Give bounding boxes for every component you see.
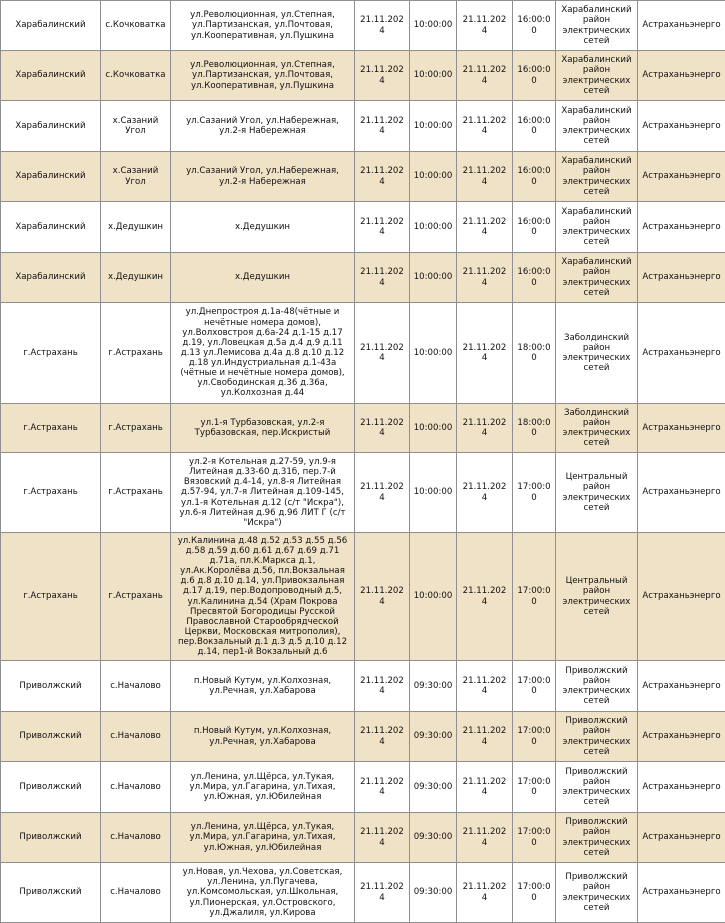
locality-cell: г.Астрахань	[101, 453, 171, 533]
district-cell: Харабалинский	[1, 253, 101, 303]
company-cell: Астраханьэнерго	[638, 253, 725, 303]
streets-cell: ул.Днепростроя д.1а-48(чётные и нечётные номера домов), ул.Волховстроя д.6а-24 д.1-15 д.17 д.19, ул.Ловецкая д.5а д.4 д.9 д.11 д.13 ул.Лемисова д.4а д.8 д.10 д.12 д.18 ул.Индустриальная д.1-43а (чётные и нечётные номера домов), ул.Свободинская д.36 д.36а, ул.Колхозная д.44	[171, 303, 355, 404]
locality-cell: с.Началово	[101, 813, 171, 863]
streets-cell: п.Новый Кутум, ул.Колхозная, ул.Речная, ул.Хабарова	[171, 712, 355, 762]
table-row	[1, 762, 725, 813]
locality-cell: х.Сазаний Угол	[101, 152, 171, 202]
table-row	[1, 101, 725, 152]
end-time-cell: 17:00:00	[513, 533, 556, 661]
streets-cell: ул.Новая, ул.Чехова, ул.Советская, ул.Ленина, ул.Пугачева, ул.Комсомольская, ул.Школьная, ул.Пионерская, ул.Островского, ул.Джалиля, ул.Кирова	[171, 863, 355, 923]
start-time-cell: 10:00:00	[410, 51, 457, 101]
table-row	[1, 152, 725, 202]
streets-cell: ул.Ленина, ул.Щёрса, ул.Тукая, ул.Мира, ул.Гагарина, ул.Тихая, ул.Южная, ул.Юбилейная	[171, 762, 355, 813]
start-date-cell: 21.11.2024	[355, 712, 410, 762]
district-cell: г.Астрахань	[1, 453, 101, 533]
end-date-cell: 21.11.2024	[457, 202, 513, 253]
district-cell: Приволжский	[1, 661, 101, 712]
end-date-cell: 21.11.2024	[457, 661, 513, 712]
company-cell: Астраханьэнерго	[638, 303, 725, 404]
end-time-cell: 16:00:00	[513, 152, 556, 202]
locality-cell: г.Астрахань	[101, 303, 171, 404]
start-time-cell: 10:00:00	[410, 253, 457, 303]
end-date-cell: 21.11.2024	[457, 533, 513, 661]
streets-cell: х.Дедушкин	[171, 253, 355, 303]
network-district-cell: Приволжский район электрических сетей	[556, 712, 638, 762]
locality-cell: с.Кочковатка	[101, 1, 171, 51]
start-time-cell: 10:00:00	[410, 453, 457, 533]
table-row	[1, 863, 725, 923]
start-time-cell: 10:00:00	[410, 1, 457, 51]
table-row	[1, 1, 725, 51]
streets-cell: ул.Ленина, ул.Щёрса, ул.Тукая, ул.Мира, ул.Гагарина, ул.Тихая, ул.Южная, ул.Юбилейная	[171, 813, 355, 863]
end-time-cell: 16:00:00	[513, 1, 556, 51]
network-district-cell: Харабалинский район электрических сетей	[556, 51, 638, 101]
start-date-cell: 21.11.2024	[355, 202, 410, 253]
end-date-cell: 21.11.2024	[457, 762, 513, 813]
start-date-cell: 21.11.2024	[355, 661, 410, 712]
end-date-cell: 21.11.2024	[457, 712, 513, 762]
company-cell: Астраханьэнерго	[638, 51, 725, 101]
district-cell: Харабалинский	[1, 1, 101, 51]
end-date-cell: 21.11.2024	[457, 101, 513, 152]
end-time-cell: 17:00:00	[513, 453, 556, 533]
end-time-cell: 18:00:00	[513, 404, 556, 453]
network-district-cell: Харабалинский район электрических сетей	[556, 1, 638, 51]
company-cell: Астраханьэнерго	[638, 762, 725, 813]
table-row	[1, 661, 725, 712]
locality-cell: с.Началово	[101, 863, 171, 923]
start-date-cell: 21.11.2024	[355, 1, 410, 51]
company-cell: Астраханьэнерго	[638, 661, 725, 712]
locality-cell: с.Кочковатка	[101, 51, 171, 101]
network-district-cell: Заболдинский район электрических сетей	[556, 303, 638, 404]
end-date-cell: 21.11.2024	[457, 453, 513, 533]
network-district-cell: Харабалинский район электрических сетей	[556, 152, 638, 202]
company-cell: Астраханьэнерго	[638, 533, 725, 661]
end-date-cell: 21.11.2024	[457, 152, 513, 202]
district-cell: Харабалинский	[1, 101, 101, 152]
end-time-cell: 17:00:00	[513, 661, 556, 712]
streets-cell: ул.1-я Турбазовская, ул.2-я Турбазовская, пер.Искристый	[171, 404, 355, 453]
locality-cell: с.Началово	[101, 762, 171, 813]
district-cell: Харабалинский	[1, 51, 101, 101]
table-row	[1, 202, 725, 253]
end-date-cell: 21.11.2024	[457, 51, 513, 101]
table-row	[1, 813, 725, 863]
company-cell: Астраханьэнерго	[638, 863, 725, 923]
end-time-cell: 16:00:00	[513, 51, 556, 101]
district-cell: г.Астрахань	[1, 533, 101, 661]
start-date-cell: 21.11.2024	[355, 533, 410, 661]
end-time-cell: 16:00:00	[513, 253, 556, 303]
start-date-cell: 21.11.2024	[355, 863, 410, 923]
start-date-cell: 21.11.2024	[355, 404, 410, 453]
start-date-cell: 21.11.2024	[355, 253, 410, 303]
start-time-cell: 09:30:00	[410, 661, 457, 712]
end-time-cell: 16:00:00	[513, 202, 556, 253]
network-district-cell: Заболдинский район электрических сетей	[556, 404, 638, 453]
end-date-cell: 21.11.2024	[457, 303, 513, 404]
company-cell: Астраханьэнерго	[638, 1, 725, 51]
streets-cell: ул.Калинина д.48 д.52 д.53 д.55 д.56 д.58 д.59 д.60 д.61 д.67 д.69 д.71 д.71а, пл.К.Маркса д.1, ул.Ак.Королёва д.56, пл.Вокзальная д.6 д.8 д.10 д.14, ул.Привокзальная д.17 д.19, пер.Водопроводный д.5, ул.Калинина д.54 (Храм Покрова Пресвятой Богородицы Русской Православной Старообрядческой Церкви, Московская митрополия), пер.Вокзальный д.1 д.3 д.5 д.10 д.12 д.14, пер1-й Вокзальный д.6	[171, 533, 355, 661]
end-time-cell: 17:00:00	[513, 712, 556, 762]
locality-cell: х.Дедушкин	[101, 202, 171, 253]
table-row	[1, 453, 725, 533]
table-row	[1, 253, 725, 303]
start-time-cell: 10:00:00	[410, 202, 457, 253]
network-district-cell: Харабалинский район электрических сетей	[556, 253, 638, 303]
table-row	[1, 404, 725, 453]
start-date-cell: 21.11.2024	[355, 303, 410, 404]
locality-cell: с.Началово	[101, 712, 171, 762]
end-time-cell: 17:00:00	[513, 863, 556, 923]
streets-cell: ул.Сазаний Угол, ул.Набережная, ул.2-я Набережная	[171, 101, 355, 152]
start-time-cell: 09:30:00	[410, 863, 457, 923]
start-time-cell: 10:00:00	[410, 533, 457, 661]
company-cell: Астраханьэнерго	[638, 453, 725, 533]
company-cell: Астраханьэнерго	[638, 712, 725, 762]
network-district-cell: Харабалинский район электрических сетей	[556, 101, 638, 152]
start-time-cell: 10:00:00	[410, 152, 457, 202]
table-row	[1, 303, 725, 404]
locality-cell: г.Астрахань	[101, 533, 171, 661]
start-time-cell: 09:30:00	[410, 712, 457, 762]
company-cell: Астраханьэнерго	[638, 813, 725, 863]
end-date-cell: 21.11.2024	[457, 253, 513, 303]
streets-cell: ул.Революционная, ул.Степная, ул.Партизанская, ул.Почтовая, ул.Кооперативная, ул.Пушкина	[171, 1, 355, 51]
company-cell: Астраханьэнерго	[638, 152, 725, 202]
end-date-cell: 21.11.2024	[457, 813, 513, 863]
district-cell: г.Астрахань	[1, 404, 101, 453]
end-date-cell: 21.11.2024	[457, 1, 513, 51]
network-district-cell: Приволжский район электрических сетей	[556, 762, 638, 813]
district-cell: Приволжский	[1, 712, 101, 762]
streets-cell: х.Дедушкин	[171, 202, 355, 253]
end-date-cell: 21.11.2024	[457, 863, 513, 923]
end-time-cell: 17:00:00	[513, 813, 556, 863]
locality-cell: с.Началово	[101, 661, 171, 712]
end-date-cell: 21.11.2024	[457, 404, 513, 453]
company-cell: Астраханьэнерго	[638, 202, 725, 253]
start-time-cell: 09:30:00	[410, 762, 457, 813]
network-district-cell: Приволжский район электрических сетей	[556, 661, 638, 712]
streets-cell: ул.Сазаний Угол, ул.Набережная, ул.2-я Набережная	[171, 152, 355, 202]
district-cell: Приволжский	[1, 863, 101, 923]
end-time-cell: 17:00:00	[513, 762, 556, 813]
streets-cell: ул.Революционная, ул.Степная, ул.Партизанская, ул.Почтовая, ул.Кооперативная, ул.Пушкина	[171, 51, 355, 101]
locality-cell: х.Дедушкин	[101, 253, 171, 303]
streets-cell: ул.2-я Котельная д.27-59, ул.9-я Литейная д.33-60 д.31б, пер.7-й Вязовский д.4-14, ул.8-я Литейная д.57-94, ул.7-я Литейная д.109-145, ул.1-я Котельная д.12 (с/т "Искра"), ул.6-я Литейная д.96 д.96 ЛИТ Г (с/т "Искра")	[171, 453, 355, 533]
district-cell: Приволжский	[1, 813, 101, 863]
district-cell: г.Астрахань	[1, 303, 101, 404]
table-row	[1, 712, 725, 762]
district-cell: Харабалинский	[1, 152, 101, 202]
end-time-cell: 18:00:00	[513, 303, 556, 404]
network-district-cell: Харабалинский район электрических сетей	[556, 202, 638, 253]
start-date-cell: 21.11.2024	[355, 101, 410, 152]
network-district-cell: Центральный район электрических сетей	[556, 453, 638, 533]
locality-cell: х.Сазаний Угол	[101, 101, 171, 152]
start-time-cell: 10:00:00	[410, 404, 457, 453]
start-date-cell: 21.11.2024	[355, 813, 410, 863]
start-date-cell: 21.11.2024	[355, 453, 410, 533]
district-cell: Харабалинский	[1, 202, 101, 253]
start-time-cell: 09:30:00	[410, 813, 457, 863]
start-time-cell: 10:00:00	[410, 303, 457, 404]
start-date-cell: 21.11.2024	[355, 762, 410, 813]
district-cell: Приволжский	[1, 762, 101, 813]
network-district-cell: Приволжский район электрических сетей	[556, 813, 638, 863]
start-date-cell: 21.11.2024	[355, 51, 410, 101]
streets-cell: п.Новый Кутум, ул.Колхозная, ул.Речная, ул.Хабарова	[171, 661, 355, 712]
network-district-cell: Центральный район электрических сетей	[556, 533, 638, 661]
locality-cell: г.Астрахань	[101, 404, 171, 453]
table-row	[1, 533, 725, 661]
start-time-cell: 10:00:00	[410, 101, 457, 152]
company-cell: Астраханьэнерго	[638, 101, 725, 152]
table-row	[1, 51, 725, 101]
end-time-cell: 16:00:00	[513, 101, 556, 152]
start-date-cell: 21.11.2024	[355, 152, 410, 202]
company-cell: Астраханьэнерго	[638, 404, 725, 453]
network-district-cell: Приволжский район электрических сетей	[556, 863, 638, 923]
